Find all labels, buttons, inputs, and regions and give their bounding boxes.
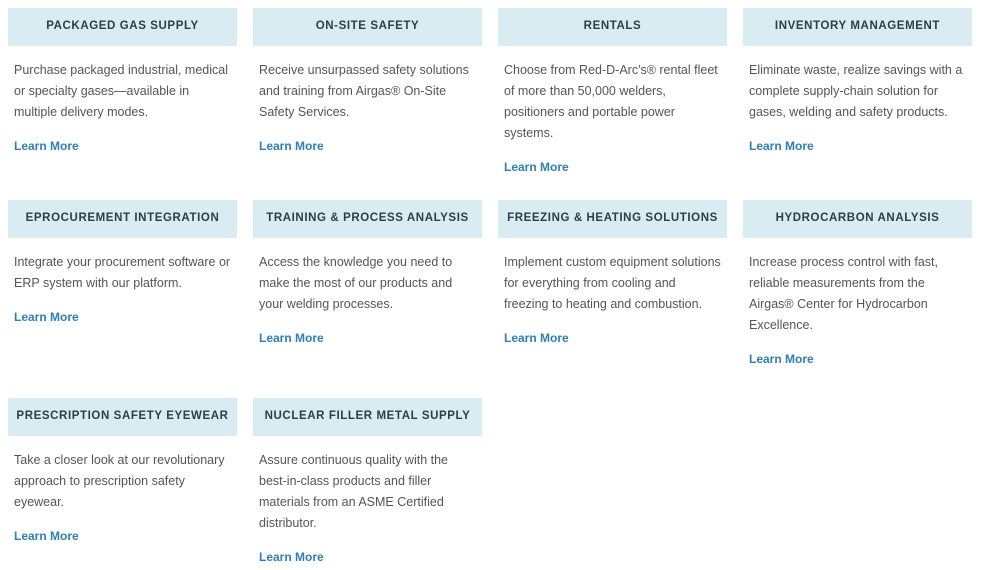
card-body bbox=[8, 46, 237, 155]
card-row bbox=[0, 0, 987, 200]
card-body bbox=[8, 436, 237, 545]
card-title: RENTALS bbox=[498, 8, 727, 46]
card-title: TRAINING & PROCESS ANALYSIS bbox=[253, 200, 482, 238]
learn-more-link[interactable]: Learn More bbox=[749, 352, 814, 366]
card-body bbox=[253, 238, 482, 347]
service-card[interactable] bbox=[743, 8, 972, 200]
card-description: Implement custom equipment solutions for everything from cooling and freezing to heating and combustion. bbox=[504, 255, 721, 311]
card-description: Integrate your procurement software or ERP system with our platform. bbox=[14, 255, 231, 290]
learn-more-link[interactable]: Learn More bbox=[749, 139, 814, 153]
card-body bbox=[8, 238, 237, 326]
card-title: PRESCRIPTION SAFETY EYEWEAR bbox=[8, 398, 237, 436]
learn-more-link[interactable]: Learn More bbox=[504, 331, 569, 345]
card-description: Take a closer look at our revolutionary approach to prescription safety eyewear. bbox=[14, 453, 225, 509]
card-body bbox=[498, 46, 727, 176]
card-body bbox=[498, 238, 727, 347]
card-row bbox=[0, 398, 987, 570]
card-title: EPROCUREMENT INTEGRATION bbox=[8, 200, 237, 238]
card-body bbox=[743, 238, 972, 368]
card-description: Purchase packaged industrial, medical or specialty gases—available in multiple delivery modes. bbox=[14, 63, 229, 119]
service-card[interactable] bbox=[8, 200, 237, 398]
card-description: Receive unsurpassed safety solutions and training from Airgas® On-Site Safety Services. bbox=[259, 63, 469, 119]
card-title: HYDROCARBON ANALYSIS bbox=[743, 200, 972, 238]
learn-more-link[interactable]: Learn More bbox=[504, 160, 569, 174]
card-description: Choose from Red-D-Arc's® rental fleet of more than 50,000 welders, positioners and portable power systems. bbox=[504, 63, 718, 140]
card-title: INVENTORY MANAGEMENT bbox=[743, 8, 972, 46]
empty-cell bbox=[743, 398, 972, 570]
service-card[interactable] bbox=[743, 200, 972, 398]
learn-more-link[interactable]: Learn More bbox=[259, 550, 324, 564]
service-card[interactable] bbox=[8, 398, 237, 570]
service-card[interactable] bbox=[498, 200, 727, 398]
card-body bbox=[253, 46, 482, 155]
learn-more-link[interactable]: Learn More bbox=[14, 139, 79, 153]
card-description: Access the knowledge you need to make the most of our products and your welding processes. bbox=[259, 255, 453, 311]
card-title: PACKAGED GAS SUPPLY bbox=[8, 8, 237, 46]
service-card[interactable] bbox=[253, 200, 482, 398]
learn-more-link[interactable]: Learn More bbox=[259, 331, 324, 345]
service-card[interactable] bbox=[498, 8, 727, 200]
learn-more-link[interactable]: Learn More bbox=[14, 310, 79, 324]
card-body bbox=[743, 46, 972, 155]
learn-more-link[interactable]: Learn More bbox=[259, 139, 324, 153]
service-card[interactable] bbox=[8, 8, 237, 200]
card-title: ON-SITE SAFETY bbox=[253, 8, 482, 46]
service-card[interactable] bbox=[253, 8, 482, 200]
card-description: Increase process control with fast, reliable measurements from the Airgas® Center for Hydrocarbon Excellence. bbox=[749, 255, 938, 332]
empty-cell bbox=[498, 398, 727, 570]
card-title: FREEZING & HEATING SOLUTIONS bbox=[498, 200, 727, 238]
card-title: NUCLEAR FILLER METAL SUPPLY bbox=[253, 398, 482, 436]
service-card[interactable] bbox=[253, 398, 482, 570]
card-body bbox=[253, 436, 482, 566]
card-description: Assure continuous quality with the best-in-class products and filler materials from an ASME Certified distributor. bbox=[259, 453, 448, 530]
learn-more-link[interactable]: Learn More bbox=[14, 529, 79, 543]
card-row bbox=[0, 200, 987, 398]
card-description: Eliminate waste, realize savings with a complete supply-chain solution for gases, welding and safety products. bbox=[749, 63, 963, 119]
